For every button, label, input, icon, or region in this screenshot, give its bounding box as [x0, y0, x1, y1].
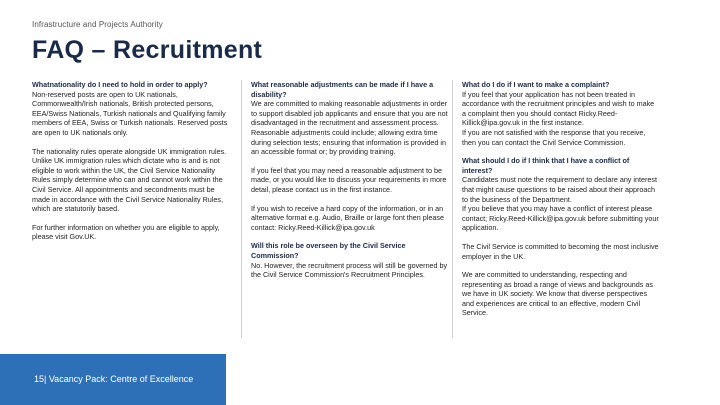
column-adjustments [251, 80, 451, 280]
question-conflict: What should I do if I think that I have a conflict of interest? [462, 156, 630, 175]
org-name: Infrastructure and Projects Authority [32, 20, 163, 29]
answer-nationality-2: The nationality rules operate alongside UK immigration rules. Unlike UK immigration rules which dictate who is and is not eligible to work within the UK, the Civil Service Nationality Rules simply determine who can and cannot work within the Civil Service. All appointments and secondments must be made in accordance with the Civil Service Nationality Rules, which are statutorily based. [32, 146, 227, 214]
page-title: FAQ – Recruitment [32, 36, 263, 64]
column-divider-2 [452, 80, 453, 338]
question-nationality: Whatnationality do I need to hold in order to apply? [32, 80, 208, 89]
answer-inclusion-2: We are committed to understanding, respecting and representing as broad a range of views and backgrounds as we have in UK society. We know that diverse perspectives and experiences are critical to an effective, modern Civil Service. [462, 270, 653, 318]
answer-adjustments-1: We are committed to making reasonable adjustments in order to support disabled job applicants and ensure that you are not disadvantaged in the recruitment and assessment process. Reasonable adjustments could include; allowing extra time during selection tests; ensuring that information is provided in an accessible format or; by providing training. [251, 99, 448, 157]
answer-complaint-2: If you are not satisfied with the response that you receive, then you can contact the Civil Service Commission. [462, 127, 646, 147]
answer-adjustments-3: If you wish to receive a hard copy of the information, or in an alternative format e.g. Audio, Braille or large font then please contact: Ricky.Reed-Killick@ipa.gov.uk [251, 203, 444, 232]
footer-text: 15| Vacancy Pack: Centre of Excellence [34, 374, 194, 384]
answer-complaint-1: If you feel that your application has not been treated in accordance with the recruitment principles and wish to make a complaint then you should contact Ricky.Reed-Killick@ipa.gov.uk in the first instance. [462, 89, 655, 128]
answer-nationality-3: For further information on whether you are eligible to apply, please visit Gov.UK. [32, 222, 220, 242]
question-adjustments: What reasonable adjustments can be made if I have a disability? [251, 80, 434, 99]
answer-adjustments-2: If you feel that you may need a reasonable adjustment to be made, or you would like to discuss your requirements in more detail, please contact us in the first instance. [251, 165, 447, 194]
answer-inclusion-1: The Civil Service is committed to becoming the most inclusive employer in the UK. [462, 241, 659, 261]
column-divider-1 [241, 80, 242, 338]
question-complaint: What do I do if I want to make a complaint? [462, 80, 610, 89]
column-nationality [32, 80, 232, 242]
question-commission: Will this role be overseen by the Civil Service Commission? [251, 241, 406, 260]
answer-nationality-1: Non-reserved posts are open to UK nationals, Commonwealth/Irish nationals, British protected persons, EEA/Swiss Nationals, Turkish nationals and Qualifying family members of EEA, Swiss or Turkish nationals. Reserved posts are open to UK nationals only. [32, 89, 228, 137]
column-complaints [462, 80, 660, 318]
answer-commission: No. However, the recruitment process will still be governed by the Civil Service Commission's Recruitment Principles. [251, 260, 448, 280]
answer-conflict-1: Candidates must note the requirement to declare any interest that might cause questions to be raised about their approach to the business of the Department. [462, 175, 657, 204]
answer-conflict-2: If you believe that you may have a conflict of interest please contact; Ricky.Reed-Killick@ipa.gov.uk before submitting your application. [462, 204, 659, 233]
